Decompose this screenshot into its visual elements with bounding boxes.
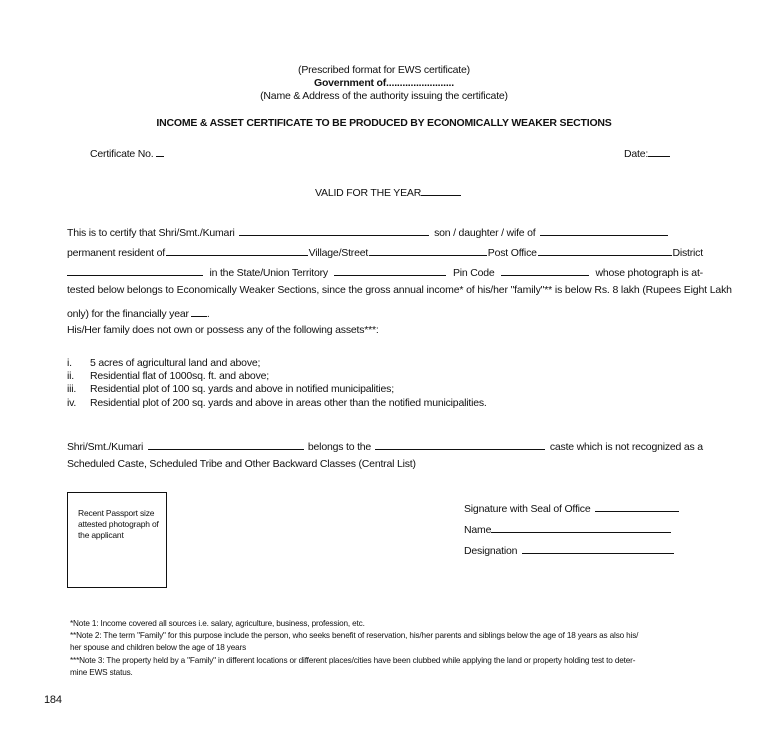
parent-name-blank [540, 224, 668, 236]
date-label: Date: [624, 148, 649, 160]
name-field [464, 521, 671, 537]
designation-field [464, 542, 674, 558]
state-label: in the State/Union Territory [209, 267, 328, 279]
not-recognized-text: caste which is not recognized as a [549, 441, 703, 453]
signature-blank [595, 500, 679, 512]
district-blank [67, 264, 203, 276]
asset-item: Residential plot of 200 sq. yards and above in areas other than the notified municipalities. [90, 397, 487, 409]
signature-label: Signature with Seal of Office [464, 503, 591, 515]
valid-year-blank [421, 184, 461, 196]
financial-year-blank [191, 305, 207, 317]
body-line-2 [67, 244, 703, 259]
district-label: District [672, 247, 703, 259]
state-blank [334, 264, 446, 276]
relation-text: son / daughter / wife of [434, 227, 536, 239]
caste-blank [375, 438, 545, 450]
body-line-4: tested below belongs to Economically Weaker Sections, since the gross annual income* of his/her "family"** is below Rs. 8 lakh (Rupees Eight Lakh [67, 284, 732, 296]
post-office-blank [538, 244, 672, 256]
name-label: Name [464, 524, 492, 536]
village-label: Village/Street [308, 247, 369, 259]
certificate-no-field [90, 145, 164, 161]
financial-year-end: . [206, 308, 210, 320]
resident-blank [166, 244, 308, 256]
caste-name-label: Shri/Smt./Kumari [67, 441, 144, 453]
note-3: ***Note 3: The property held by a "Family" in different locations or different places/cities have been clubbed while applying the land or property holding test to deter- [70, 656, 636, 665]
note-2: **Note 2: The term "Family" for this purpose include the person, who seeks benefit of reservation, his/her parents and siblings below the age of 18 years as also his/ [70, 631, 639, 640]
designation-blank [522, 542, 674, 554]
belongs-label: belongs to the [307, 441, 372, 453]
asset-item: Residential plot of 100 sq. yards and above in notified municipalities; [90, 383, 394, 395]
asset-item: 5 acres of agricultural land and above; [90, 357, 261, 369]
note-1: *Note 1: Income covered all sources i.e. salary, agriculture, business, profession, etc. [70, 619, 365, 628]
post-office-label: Post Office [487, 247, 537, 259]
note-3-continued: mine EWS status. [70, 668, 133, 677]
certificate-no-label: Certificate No. [90, 148, 154, 160]
caste-name-blank [148, 438, 304, 450]
assets-intro: His/Her family does not own or possess any of the following assets***: [67, 324, 379, 336]
photo-box [67, 492, 167, 588]
government-line: Government of......................... [313, 77, 454, 89]
page-number: 184 [44, 694, 62, 706]
prescribed-format-line: (Prescribed format for EWS certificate) [298, 64, 470, 76]
date-blank [648, 145, 670, 157]
signature-field [464, 500, 679, 516]
designation-label: Designation [464, 545, 518, 557]
caste-line-2: Scheduled Caste, Scheduled Tribe and Other Backward Classes (Central List) [67, 458, 416, 470]
note-2-continued: her spouse and children below the age of 18 years [70, 643, 247, 652]
certificate-title: INCOME & ASSET CERTIFICATE TO BE PRODUCED BY ECONOMICALLY WEAKER SECTIONS [156, 117, 612, 129]
pin-code-label: Pin Code [452, 267, 495, 279]
valid-year-field [315, 184, 461, 200]
body-line-5 [67, 305, 210, 321]
caste-line-1 [67, 438, 703, 453]
pin-code-blank [501, 264, 589, 276]
asset-number: iii. [67, 383, 77, 395]
body-line-3 [67, 264, 703, 279]
photo-box-text: Recent Passport size attested photograph of the applicant [78, 508, 159, 540]
asset-number: ii. [67, 370, 74, 382]
asset-number: iv. [67, 397, 77, 409]
asset-item: Residential flat of 1000sq. ft. and above; [90, 370, 269, 382]
resident-text: permanent resident of [67, 247, 165, 259]
authority-line: (Name & Address of the authority issuing the certificate) [260, 90, 508, 102]
body-line-1 [67, 224, 703, 239]
valid-year-label: VALID FOR THE YEAR [315, 187, 422, 199]
date-field [624, 145, 670, 161]
financial-year-text: only) for the financially year [67, 308, 189, 320]
village-blank [369, 244, 487, 256]
certificate-no-blank [156, 145, 164, 157]
asset-number: i. [67, 357, 72, 369]
name-line-blank [491, 521, 671, 533]
certify-text: This is to certify that Shri/Smt./Kumari [67, 227, 235, 239]
name-blank [239, 224, 429, 236]
photograph-text: whose photograph is at- [595, 267, 703, 279]
